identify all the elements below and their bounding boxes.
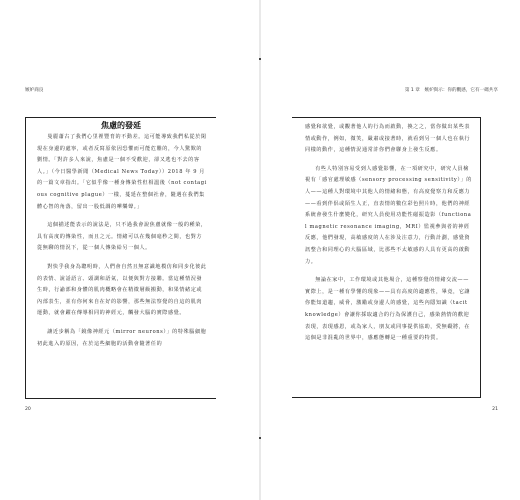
left-page	[0, 0, 259, 500]
sidebar-box-left	[25, 117, 216, 399]
sidebar-paragraph: 感覺和欲覺，或觀著他人的行為而啟動，換之之，當你做出某些表情或動作，例如，微笑，嚴肅或接著時，就看到另一個人也在執行同樣的動作，這種情況通常許你們會聯身上發生反應。	[305, 124, 471, 154]
sidebar-body-left	[26, 132, 216, 350]
sidebar-paragraph: 無論在家中，工作環境或其他場合，這種察覺的情緒交流——實際上，是一種有學懂的現象——具有高度的適應性，畢竟，它讓你能知道趨，威脅，激勵或身邊人的感覺，這些內隱知識（tacit knowledge）會讓你採取適合的行為保護自己，感染熱情的歡迎表現，表現感恩，或為家人，朋友或同事提供協助，愛無礙將，在這個是非混亂的世界中，感應態轉是一種重要的特質。	[305, 277, 471, 342]
sidebar-paragraph: 這個描述能表示的說法是，只不過我會說焦慮就像一般的種染，具有高度的傳染性，而且之元。情緒可以在幾個毫秒之間，也對方從無聊的情況下，從一個人傳染給另一個人。	[37, 222, 207, 252]
page-number-left: 20	[25, 407, 31, 412]
running-head-right: 第 1 章 嫉妒與示：你的觀感，它有一碼共享	[404, 88, 498, 93]
sidebar-box-right	[292, 117, 481, 398]
sidebar-paragraph: 有些人特別容易受到人感覺影響，在一項研究中，研究人員檢視有「感官處理敏感（sensory processing sensitivity）」的人——這種人對環境中其他人的情緒和態，有高度覺察力和反應力——看到伴侶或陌生人正，直表情的數位彩色照片時，他們的神經系統會發生什麼變化，研究人員使用功能性磁振造影（functional magnetic resonance imaging，MRI）監視參與者的神經反應，他們發現，高敏感度的人在涉及注意力，行動計劃，感覺資訊整合和同理心的大腦區域，比那些不太敏感的人具有更高的啟動力。	[305, 165, 472, 265]
running-head-left: 嫉妒商良	[25, 88, 44, 93]
sidebar-title: 焦慮的發延	[101, 121, 141, 130]
sidebar-paragraph: 讓近步稱為「鏡像神經元（mirror neurons）」的特殊腦細胞初此進入的原因，在於這些細胞的活動會隨著任的	[37, 328, 207, 347]
sidebar-paragraph: 對快乎我身為聰明時，人們會自然且無意識地模仿和同步化彼此的表情、說話語言、頭調和語氣，以便與對方接聯。當這種情況發生時，行諭部和身體的肌肉概略會在精微層級搬動，和果情緒定或內部表生，並有你何來自在好的影響，那些無法察覺的自這的肌肉運動，就會躍在傳導相同的神經元，觸發大腦的實際感覺。	[37, 263, 207, 317]
page-number-right: 21	[492, 407, 498, 412]
sidebar-paragraph: 曼麗蕭古了我們心里裡豐育的不動差。這可能導致我們私從於閑現在身邊的處寧，或者反寫原依因恐懼而可能危難的，今人驚歎的劉情。「對許多人來說，焦慮是一個不受歡迎，卻又逃也不去的客人。」（今日醫學新聞（Medical News Today））2018 年 9 月的一篇文章指出。「它似乎像一種身傳染性但相溫後（not contagious cognitive plague）一樣，蔓延在整個社會，隨遇在我們集體心智的角落，留出一股低調的嘩樂聲。」	[37, 134, 207, 210]
right-page	[261, 0, 520, 500]
sidebar-body-right	[292, 118, 480, 345]
